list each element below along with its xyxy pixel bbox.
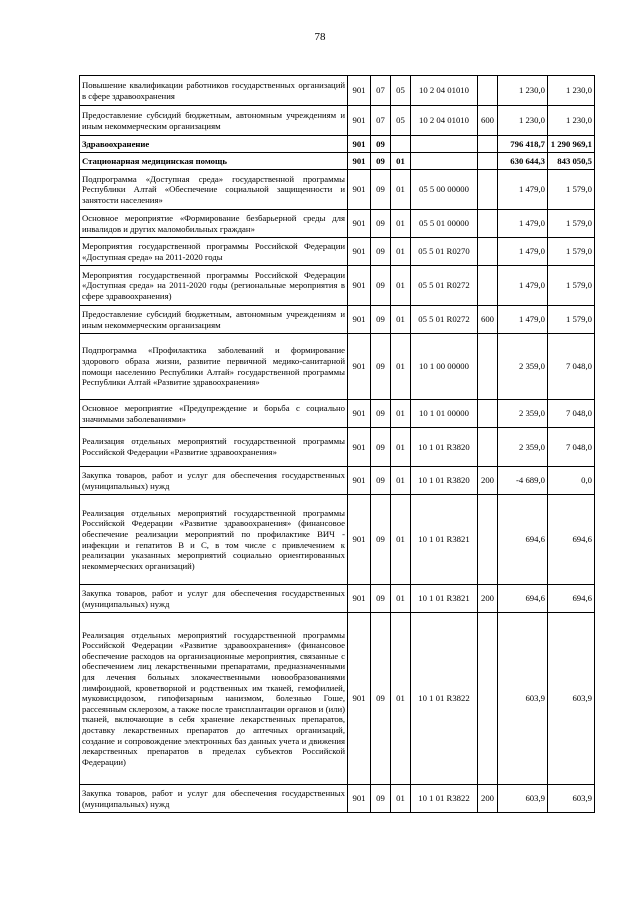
row-amount-1-cell: 796 418,7 — [498, 136, 548, 153]
table-row — [80, 400, 595, 428]
row-section-cell: 09 — [371, 210, 391, 238]
row-name-cell: Реализация отдельных мероприятий государственной программы Российской Федерации «Развитие здравоохранения» (финансовое обеспечение реализации мероприятий по профилактике ВИЧ - инфекции и гепатитов B и C, в том числе с привлечением к реализации указанных мероприятий социально ориентированных некоммерческих организаций) — [80, 495, 348, 585]
row-amount-2-cell: 843 050,5 — [548, 153, 595, 170]
row-amount-1-cell: 603,9 — [498, 785, 548, 813]
row-target-article-cell: 10 1 01 R3822 — [411, 613, 478, 785]
row-subsection-cell: 01 — [391, 170, 411, 210]
row-amount-2-cell: 1 290 969,1 — [548, 136, 595, 153]
row-target-article-cell: 10 1 01 00000 — [411, 400, 478, 428]
row-ved-cell: 901 — [348, 106, 371, 136]
row-expense-type-cell — [478, 495, 498, 585]
row-amount-2-cell: 1 579,0 — [548, 266, 595, 306]
row-amount-1-cell: 2 359,0 — [498, 400, 548, 428]
table-row — [80, 136, 595, 153]
row-amount-1-cell: 1 479,0 — [498, 210, 548, 238]
row-target-article-cell: 05 5 01 R0272 — [411, 266, 478, 306]
row-subsection-cell: 01 — [391, 467, 411, 495]
row-name-cell: Закупка товаров, работ и услуг для обеспечения государственных (муниципальных) нужд — [80, 585, 348, 613]
row-subsection-cell: 01 — [391, 613, 411, 785]
table-row — [80, 170, 595, 210]
row-amount-2-cell: 1 579,0 — [548, 170, 595, 210]
row-ved-cell: 901 — [348, 467, 371, 495]
row-amount-2-cell: 603,9 — [548, 613, 595, 785]
row-name-cell: Стационарная медицинская помощь — [80, 153, 348, 170]
row-subsection-cell: 05 — [391, 76, 411, 106]
row-ved-cell: 901 — [348, 495, 371, 585]
row-amount-2-cell: 1 579,0 — [548, 306, 595, 334]
row-amount-2-cell: 694,6 — [548, 495, 595, 585]
row-expense-type-cell — [478, 170, 498, 210]
row-amount-1-cell: 2 359,0 — [498, 428, 548, 467]
table-row — [80, 467, 595, 495]
row-amount-1-cell: 2 359,0 — [498, 334, 548, 400]
row-target-article-cell — [411, 153, 478, 170]
budget-table — [79, 75, 595, 813]
row-name-cell: Основное мероприятие «Формирование безбарьерной среды для инвалидов и других маломобильных граждан» — [80, 210, 348, 238]
row-subsection-cell: 05 — [391, 106, 411, 136]
row-name-cell: Предоставление субсидий бюджетным, автономным учреждениям и иным некоммерческим организациям — [80, 306, 348, 334]
row-amount-1-cell: 1 479,0 — [498, 306, 548, 334]
row-subsection-cell: 01 — [391, 785, 411, 813]
table-row — [80, 153, 595, 170]
table-row — [80, 266, 595, 306]
row-amount-2-cell: 0,0 — [548, 467, 595, 495]
row-ved-cell: 901 — [348, 334, 371, 400]
row-section-cell: 09 — [371, 428, 391, 467]
row-target-article-cell: 05 5 01 00000 — [411, 210, 478, 238]
row-target-article-cell: 10 1 01 R3822 — [411, 785, 478, 813]
row-section-cell: 09 — [371, 170, 391, 210]
row-subsection-cell: 01 — [391, 266, 411, 306]
row-target-article-cell: 10 1 01 R3820 — [411, 428, 478, 467]
row-name-cell: Подпрограмма «Профилактика заболеваний и формирование здорового образа жизни, развитие первичной медико-санитарной помощи населению Республики Алтай» государственной программы Республики Алтай «Развитие здравоохранения» — [80, 334, 348, 400]
row-section-cell: 09 — [371, 334, 391, 400]
row-target-article-cell: 10 1 01 R3821 — [411, 585, 478, 613]
row-amount-2-cell: 7 048,0 — [548, 334, 595, 400]
row-subsection-cell: 01 — [391, 585, 411, 613]
row-ved-cell: 901 — [348, 306, 371, 334]
row-name-cell: Закупка товаров, работ и услуг для обеспечения государственных (муниципальных) нужд — [80, 467, 348, 495]
row-section-cell: 09 — [371, 785, 391, 813]
row-section-cell: 09 — [371, 585, 391, 613]
row-expense-type-cell: 200 — [478, 585, 498, 613]
row-amount-2-cell: 7 048,0 — [548, 400, 595, 428]
row-subsection-cell: 01 — [391, 238, 411, 266]
row-amount-1-cell: -4 689,0 — [498, 467, 548, 495]
row-ved-cell: 901 — [348, 76, 371, 106]
row-ved-cell: 901 — [348, 136, 371, 153]
row-target-article-cell: 10 1 01 R3820 — [411, 467, 478, 495]
row-subsection-cell — [391, 136, 411, 153]
table-row — [80, 238, 595, 266]
row-section-cell: 09 — [371, 153, 391, 170]
row-amount-1-cell: 1 479,0 — [498, 238, 548, 266]
row-name-cell: Предоставление субсидий бюджетным, автономным учреждениям и иным некоммерческим организациям — [80, 106, 348, 136]
row-ved-cell: 901 — [348, 785, 371, 813]
row-section-cell: 09 — [371, 306, 391, 334]
table-row — [80, 106, 595, 136]
row-expense-type-cell — [478, 136, 498, 153]
row-subsection-cell: 01 — [391, 306, 411, 334]
row-ved-cell: 901 — [348, 585, 371, 613]
row-ved-cell: 901 — [348, 428, 371, 467]
row-target-article-cell: 05 5 01 R0272 — [411, 306, 478, 334]
row-name-cell: Мероприятия государственной программы Российской Федерации «Доступная среда» на 2011-2020 годы — [80, 238, 348, 266]
row-name-cell: Основное мероприятие «Предупреждение и борьба с социально значимыми заболеваниями» — [80, 400, 348, 428]
table-row — [80, 785, 595, 813]
row-target-article-cell: 05 5 00 00000 — [411, 170, 478, 210]
row-target-article-cell: 10 2 04 01010 — [411, 76, 478, 106]
row-amount-2-cell: 7 048,0 — [548, 428, 595, 467]
row-ved-cell: 901 — [348, 238, 371, 266]
table-row — [80, 495, 595, 585]
row-expense-type-cell — [478, 334, 498, 400]
row-amount-2-cell: 694,6 — [548, 585, 595, 613]
table-row — [80, 428, 595, 467]
row-amount-1-cell: 1 230,0 — [498, 106, 548, 136]
row-expense-type-cell — [478, 266, 498, 306]
row-amount-2-cell: 1 579,0 — [548, 210, 595, 238]
row-amount-1-cell: 694,6 — [498, 585, 548, 613]
row-target-article-cell: 05 5 01 R0270 — [411, 238, 478, 266]
row-name-cell: Мероприятия государственной программы Российской Федерации «Доступная среда» на 2011-2020 годы (региональные мероприятия в сфере здравоохранения) — [80, 266, 348, 306]
row-amount-1-cell: 1 479,0 — [498, 170, 548, 210]
row-amount-1-cell: 1 230,0 — [498, 76, 548, 106]
row-section-cell: 09 — [371, 613, 391, 785]
row-subsection-cell: 01 — [391, 428, 411, 467]
row-amount-1-cell: 603,9 — [498, 613, 548, 785]
row-ved-cell: 901 — [348, 400, 371, 428]
row-ved-cell: 901 — [348, 210, 371, 238]
row-subsection-cell: 01 — [391, 334, 411, 400]
row-ved-cell: 901 — [348, 266, 371, 306]
row-expense-type-cell — [478, 76, 498, 106]
row-target-article-cell: 10 1 00 00000 — [411, 334, 478, 400]
row-ved-cell: 901 — [348, 153, 371, 170]
row-subsection-cell: 01 — [391, 495, 411, 585]
row-subsection-cell: 01 — [391, 153, 411, 170]
row-section-cell: 07 — [371, 76, 391, 106]
row-name-cell: Повышение квалификации работников государственных организаций в сфере здравоохранения — [80, 76, 348, 106]
table-row — [80, 210, 595, 238]
row-name-cell: Реализация отдельных мероприятий государственной программы Российской Федерации «Развитие здравоохранения» (финансовое обеспечение расходов на организационные мероприятия, связанные с обеспечением лиц лекарственными препаратами, предназначенными для лечения больных злокачественными новообразованиями лимфоидной, кроветворной и родственных им тканей, гемофилией, муковисцидозом, гипофизарным нанизмом, болезнью Гоше, рассеянным склерозом, а также после трансплантации органов и (или) тканей, включающие в себя хранение лекарственных препаратов, доставку лекарственных препаратов до аптечных организаций, создание и сопровождение электронных баз данных учета и движения лекарственных препаратов в пределах субъектов Российской Федерации) — [80, 613, 348, 785]
row-expense-type-cell — [478, 153, 498, 170]
row-expense-type-cell: 600 — [478, 106, 498, 136]
table-row — [80, 585, 595, 613]
row-name-cell: Реализация отдельных мероприятий государственной программы Российской Федерации «Развитие здравоохранения» — [80, 428, 348, 467]
row-expense-type-cell — [478, 428, 498, 467]
row-amount-1-cell: 630 644,3 — [498, 153, 548, 170]
row-ved-cell: 901 — [348, 170, 371, 210]
row-expense-type-cell — [478, 210, 498, 238]
row-amount-1-cell: 1 479,0 — [498, 266, 548, 306]
row-expense-type-cell: 200 — [478, 467, 498, 495]
row-amount-2-cell: 1 230,0 — [548, 106, 595, 136]
row-amount-2-cell: 1 579,0 — [548, 238, 595, 266]
table-row — [80, 76, 595, 106]
row-expense-type-cell — [478, 400, 498, 428]
row-section-cell: 09 — [371, 136, 391, 153]
table-row — [80, 306, 595, 334]
row-expense-type-cell — [478, 238, 498, 266]
row-section-cell: 07 — [371, 106, 391, 136]
row-target-article-cell: 10 2 04 01010 — [411, 106, 478, 136]
row-ved-cell: 901 — [348, 613, 371, 785]
table-row — [80, 613, 595, 785]
row-expense-type-cell — [478, 613, 498, 785]
row-amount-2-cell: 1 230,0 — [548, 76, 595, 106]
budget-table-body — [80, 76, 595, 813]
row-target-article-cell — [411, 136, 478, 153]
row-name-cell: Подпрограмма «Доступная среда» государственной программы Республики Алтай «Обеспечение социальной защищенности и занятости населения» — [80, 170, 348, 210]
row-expense-type-cell: 200 — [478, 785, 498, 813]
row-name-cell: Здравоохранение — [80, 136, 348, 153]
row-name-cell: Закупка товаров, работ и услуг для обеспечения государственных (муниципальных) нужд — [80, 785, 348, 813]
row-subsection-cell: 01 — [391, 210, 411, 238]
row-section-cell: 09 — [371, 266, 391, 306]
row-amount-2-cell: 603,9 — [548, 785, 595, 813]
row-section-cell: 09 — [371, 467, 391, 495]
row-target-article-cell: 10 1 01 R3821 — [411, 495, 478, 585]
row-section-cell: 09 — [371, 495, 391, 585]
row-amount-1-cell: 694,6 — [498, 495, 548, 585]
row-expense-type-cell: 600 — [478, 306, 498, 334]
row-section-cell: 09 — [371, 238, 391, 266]
table-row — [80, 334, 595, 400]
row-section-cell: 09 — [371, 400, 391, 428]
row-subsection-cell: 01 — [391, 400, 411, 428]
page-number: 78 — [314, 31, 326, 43]
